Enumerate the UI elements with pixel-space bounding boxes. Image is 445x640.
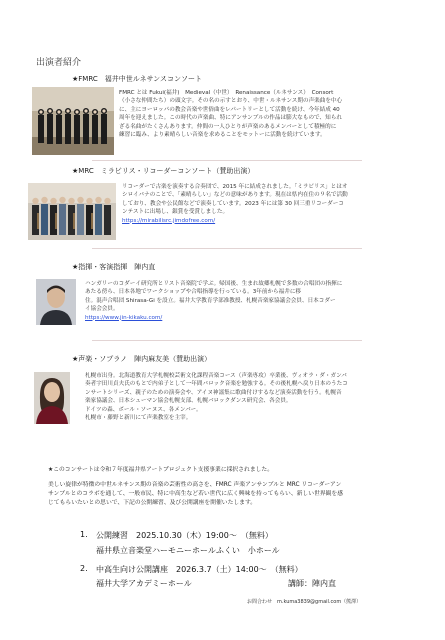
event-2-date: 中高生向け公開講座 2026.3.7（土）14:00～ （無料） bbox=[96, 565, 303, 574]
event-2-venue: 福井大学アカデミーホール bbox=[96, 579, 192, 588]
desc-line: イ協会会員。 bbox=[85, 306, 119, 313]
desc-line: ドイツの森、ボール・ソーヌス、各メンバー。 bbox=[85, 406, 202, 413]
desc-line: 奏者宇田川貞夫氏のもとで内弟子として一年間バロック音楽を勉強する。その後札幌へ戻り日本のうたコ bbox=[85, 381, 348, 388]
mrc-website-link[interactable]: https://mirabilisrc.jimdofree.com/ bbox=[122, 217, 216, 224]
desc-line: （小さな仲間たち）の頭文字。その名の示すとおり、中世・ルネサンス期の声楽曲を中心 bbox=[119, 98, 343, 105]
desc-line: 周年を迎えました。この時代の声楽曲、特にアンサンブルの作品は膨大なもので、知られ bbox=[119, 115, 342, 122]
desc-line: ンサートシリーズ、親子のための演奏会や、アイヌ神謡集に歌曲付けするなど演奏活動を行う。札幌音 bbox=[85, 389, 342, 396]
event-1-number: 1. bbox=[80, 530, 88, 539]
event-1-venue: 福井県立音楽堂ハーモニーホールふくい 小ホール bbox=[96, 546, 280, 555]
conductor-description bbox=[85, 280, 425, 322]
notice-line: サンブルとのコラボを通して、一般市民、特に中高生など若い世代に広く興味を持ってもらい、新しい世界観を感 bbox=[48, 491, 344, 497]
desc-line: 札幌市・藤野と新川にて声楽教室を主宰。 bbox=[85, 415, 192, 422]
section-title-mrc: ★MRC ミラビリス・リコーダーコンソート（賛助出演） bbox=[72, 167, 255, 175]
event-1-date: 公開練習 2025.10.30（木）19:00～ （無料） bbox=[96, 531, 273, 540]
section-title-soprano: ★声楽・ソプラノ 陣内麻友美（賛助出演） bbox=[72, 355, 212, 363]
fmrc-group-photo bbox=[32, 87, 114, 155]
desc-line: しており、教会や公民館などで演奏しています。2023 年には第 30 回三重リコーダーコ bbox=[122, 200, 344, 207]
event-2-lecturer: 講師：陣内直 bbox=[288, 579, 336, 588]
desc-line: あたる傍ら、日本各地でワークショップや合唱指導を行っている。3年前から福井に移 bbox=[85, 289, 302, 296]
contact-info: お問合わせ m.kuma3839@gmail.com（熊澤） bbox=[247, 599, 362, 605]
page-heading: 出演者紹介 bbox=[36, 58, 82, 68]
section-title-fmrc: ★FMRC 福井中世ルネサンスコンソート bbox=[72, 75, 202, 83]
event-2-number: 2. bbox=[80, 564, 88, 573]
notice-line: 美しい旋律が特徴の中世ルネサンス期の音楽の芸術性の高さを、FMRC 声楽アンサンブルと MRC リコーダーアン bbox=[48, 482, 342, 488]
desc-line: ンテストに出場し、銀賞を受賞しました。 bbox=[122, 209, 229, 216]
divider bbox=[92, 248, 362, 249]
mrc-group-photo bbox=[28, 183, 116, 240]
desc-line: 楽家協議会、日本シューマン協会札幌支部、札幌バロックダンス研究会、各会員。 bbox=[85, 398, 292, 405]
mrc-description bbox=[122, 183, 422, 225]
notice-headline: ★このコンサートは令和７年度福井県アートプロジェクト支援事業に採択されました。 bbox=[48, 467, 274, 473]
divider bbox=[92, 160, 362, 161]
desc-line: リコーダーで古楽を演奏する合奏団で、2015 年に結成されました。「ミラビリス」とはオ bbox=[122, 184, 348, 190]
notice-block bbox=[48, 466, 418, 508]
desc-line: FMRC とは Fukui(福井) Medieval（中世） Renaissance（ルネサンス） Consort bbox=[119, 90, 334, 96]
desc-line: ざる名曲がたくさんあります。仲間の一人ひとりが声楽のあるメンバーとして積極的に bbox=[119, 123, 337, 130]
desc-line: 住。混声合唱団 Shirasa-Gi を設立。福井大学教育学部准教授、札幌音楽家協議会会員、日本コダー bbox=[85, 297, 336, 304]
desc-line: に、主にヨーロッパの教会音楽や世俗曲をレパートリーとして活動を続け、今年結成 40 bbox=[119, 106, 340, 113]
fmrc-description bbox=[119, 89, 419, 139]
notice-line: じてもらいたいとの思いで、下記の公開練習、及び公開講座を開催いたします。 bbox=[48, 500, 257, 506]
desc-line: 札幌市出身。北海道教育大学札幌校芸術文化課程音楽コース（声楽専攻）卒業後、ヴィオラ・ダ・ガンバ bbox=[85, 373, 347, 379]
desc-line: 練習に臨み、より素晴らしい音楽を求めることをモットーに活動を続けています。 bbox=[119, 132, 326, 139]
conductor-website-link[interactable]: https://www.jin-kikaku.com/ bbox=[85, 314, 163, 321]
conductor-portrait bbox=[36, 279, 76, 325]
desc-line: ハンガリーのコダーイ研究所とリスト音楽院で学ぶ。帰国後、生まれ故郷札幌で多数の合唱団の指揮に bbox=[85, 281, 343, 287]
soprano-description bbox=[85, 372, 425, 422]
section-title-conductor: ★指揮・客演指揮 陣内直 bbox=[72, 263, 156, 271]
soprano-portrait bbox=[34, 372, 70, 424]
divider bbox=[92, 340, 362, 341]
desc-line: シロイバナのことで、「素晴らしい」などの意味があります。現在は県内在住の９名で活動 bbox=[122, 192, 348, 199]
